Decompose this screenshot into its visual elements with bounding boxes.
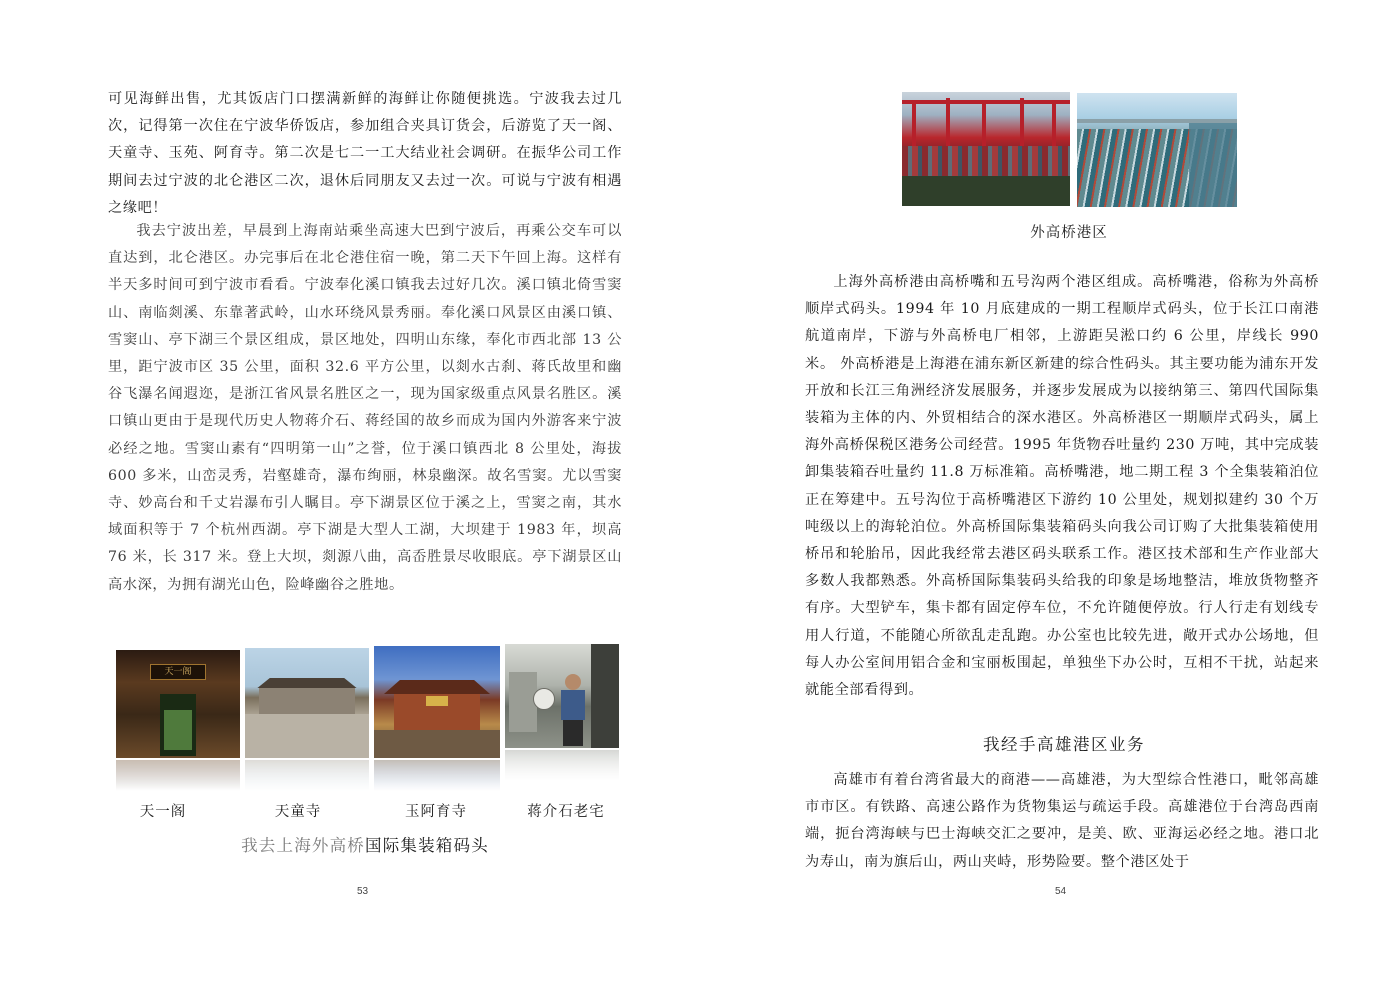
left-paragraph-1: 可见海鲜出售，尤其饭店门口摆满新鲜的海鲜让你随便挑选。宁波我去过几次，记得第一次住在宁波华侨饭店，参加组合夹具订货会，后游览了天一阁、天童寺、玉苑、阿育寺。第二次是七二一工大结业社会调研。在振华公司工作期间去过宁波的北仑港区二次，退休后同朋友又去过一次。可说与宁波有相遇之缘吧！ (108, 91, 622, 216)
right-section-heading: 我经手高雄港区业务 (983, 735, 1145, 754)
scenic-photo-row (112, 644, 622, 794)
page-number-left: 53 (357, 886, 369, 897)
tianyige-sign-text: 天一阁 (164, 667, 192, 677)
photo-caption-tiantong: 天童寺 (274, 804, 322, 820)
right-paragraph-1: 上海外高桥港由高桥嘴和五号沟两个港区组成。高桥嘴港，俗称为外高桥顺岸式码头。1994 年 10 月底建成的一期工程顺岸式码头，位于长江口南港航道南岸，下游与外高桥电厂相邻，上游距吴淞口约 6 公里，岸线长 990 米。 外高桥港是上海港在浦东新区新建的综合性码头。其主要功能为浦东开发开放和长江三角洲经济发展服务，并逐步发展成为以接纳第三、第四代国际集装箱为主体的内、外贸相结合的深水港区。外高桥港区一期顺岸式码头，属上海外高桥保税区港务公司经营。1995 年货物吞吐量约 230 万吨，其中完成装卸集装箱吞吐量约 11.8 万标准箱。高桥嘴港，地二期工程 3 个全集装箱泊位正在筹建中。五号沟位于高桥嘴港区下游约 10 公里处，规划拟建约 30 个万吨级以上的海轮泊位。外高桥国际集装箱码头向我公司订购了大批集装箱使用桥吊和轮胎吊，因此我经常去港区码头联系工作。港区技术部和生产作业部大多数人我都熟悉。外高桥国际集装码头给我的印象是场地整洁，堆放货物整齐有序。大型铲车，集卡都有固定停车位，不允许随便停放。行人行走有划线专用人行道，不能随心所欲乱走乱跑。办公室也比较先进，敞开式办公场地，但每人办公室间用铝合金和宝丽板围起，单独坐下办公时，互相不干扰，站起来就能全部看得到。 (805, 274, 1319, 699)
photo-caption-chiang: 蒋介石老宅 (527, 804, 605, 820)
photo-caption-tianyige: 天一阁 (139, 804, 187, 820)
right-page (699, 0, 1398, 982)
ayuwang-temple-photo (374, 646, 500, 758)
right-paragraph-2: 高雄市有着台湾省最大的商港——高雄港，为大型综合性港口，毗邻高雄市市区。有铁路、高速公路作为货物集运与疏运手段。高雄港位于台湾岛西南端，扼台湾海峡与巴士海峡交汇之要冲，是美、欧、亚海运必经之地。港口北为寿山，南为旗后山，两山夹峙，形势险要。整个港区处于 (805, 772, 1319, 870)
tiantong-temple-photo (245, 648, 369, 758)
photo-caption-ayuwang: 玉阿育寺 (405, 804, 467, 820)
left-heading-dark-part: 国际集装箱码头 (365, 836, 489, 855)
chiang-residence-photo (505, 644, 619, 748)
tianyige-photo (116, 650, 240, 758)
port-photo-caption: 外高桥港区 (1030, 225, 1108, 241)
port-cranes-photo (902, 92, 1070, 206)
port-terminal-aerial-photo (1077, 93, 1237, 207)
page-number-right: 54 (1055, 886, 1067, 897)
left-section-heading (108, 832, 622, 856)
tianyige-sign (150, 664, 206, 680)
left-heading-grey-part: 我去上海外高桥 (241, 836, 365, 855)
left-paragraph-2: 我去宁波出差，早晨到上海南站乘坐高速大巴到宁波后，再乘公交车可以直达到，北仑港区。办完事后在北仑港住宿一晚，第二天下午回上海。这样有半天多时间可到宁波市看看。宁波奉化溪口镇我去过好几次。溪口镇北倚雪窦山、南临剡溪、东靠著武岭，山水环绕风景秀丽。奉化溪口风景区由溪口镇、雪窦山、亭下湖三个景区组成，景区地处，四明山东缘，奉化市西北部 13 公里，距宁波市区 35 公里，面积 32.6 平方公里，以剡水古刹、蒋氏故里和幽谷飞瀑名闻遐迩，是浙江省风景名胜区之一，现为国家级重点风景名胜区。溪口镇山更由于是现代历史人物蒋介石、蒋经国的故乡而成为国内外游客来宁波必经之地。雪窦山素有“四明第一山”之誉，位于溪口镇西北 8 公里处，海拔 600 多米，山峦灵秀，岩壑雄奇，瀑布绚丽，林泉幽深。故名雪窦。尤以雪窦寺、妙高台和千丈岩瀑布引人瞩目。亭下湖景区位于溪之上，雪窦之南，其水域面积等于 7 个杭州西湖。亭下湖是大型人工湖，大坝建于 1983 年，坝高 76 米，长 317 米。登上大坝，剡源八曲，高岙胜景尽收眼底。亭下湖景区山高水深，为拥有湖光山色，险峰幽谷之胜地。 (108, 223, 622, 593)
